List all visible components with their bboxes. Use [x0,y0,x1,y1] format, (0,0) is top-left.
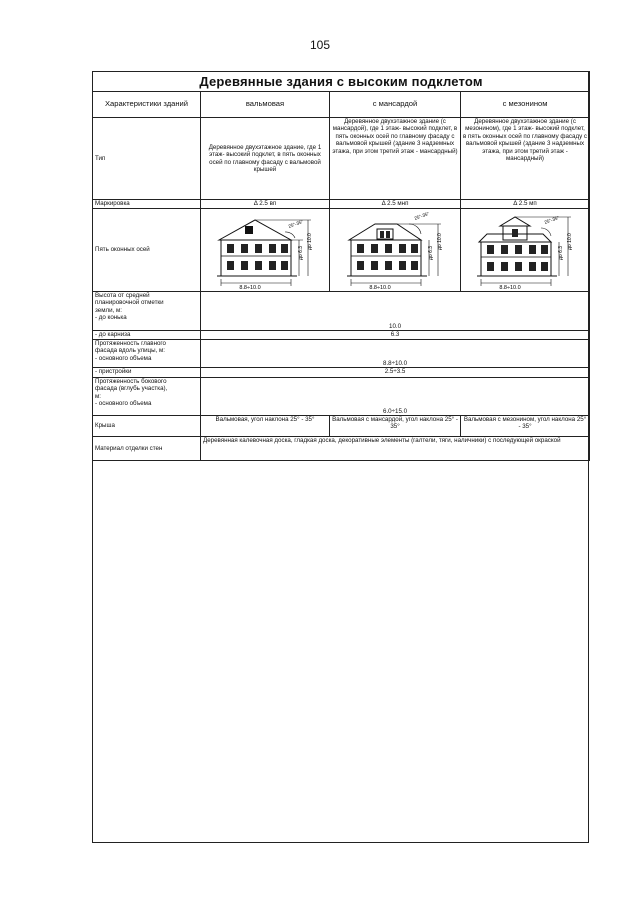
row-height-label-line: - до конька [95,314,127,322]
roof-angle-mansard: 25°-35° [413,210,430,221]
house-drawing-hipped-cell [201,209,330,292]
row-type-label: Тип [93,118,201,200]
house-drawing-mezzanine-cell [461,209,590,292]
row-marking-mansard: Δ 2.5 мнп [330,200,461,209]
row-type-mansard: Деревянное двухэтажное здание (с мансардой), где 1 этаж- высокий подклет, в пять оконных осей по главному фасаду с вальмовой крышей (здание 3 надземных этажа, при этом третий этаж - мансардный) [330,118,461,200]
house-drawing-mezzanine [465,210,585,290]
row-annex-label: - пристройки [93,368,201,378]
row-roof-mezzanine: Вальмовая с мезонином, угол наклона 25° - 35° [461,416,590,437]
ridge-height-mezzanine: до 10.0 [567,233,574,250]
row-type-hipped: Деревянное двухэтажное здание, где 1 этаж- высокий подклет, в пять оконных осей по главному фасаду с вальмовой крышей [201,118,330,200]
row-marking-mezzanine: Δ 2.5 мп [461,200,590,209]
row-eave-label: - до карниза [93,331,201,340]
ridge-height-mansard: до 10.0 [437,233,443,250]
eave-height-hipped: до 6.3 [298,245,304,260]
header-col-mezzanine: с мезонином [461,92,590,118]
row-roof-mansard: Вальмовая с мансардой, угол наклона 25° - 35° [330,416,461,437]
row-roof-label: Крыша [93,416,201,437]
header-characteristic: Характеристики зданий [93,92,201,118]
spec-table [92,71,590,461]
row-facade-main-value: 8.8÷10.0 [201,340,590,368]
row-facade-side-label [93,378,201,416]
width-dimension-mezzanine: 8.8÷10.0 [499,285,521,290]
width-dimension-mansard: 8.8÷10.0 [369,285,391,290]
row-facade-side-value: 6.0÷15.0 [201,378,590,416]
ridge-height-hipped: до 10.0 [307,233,313,250]
row-height-value: 10.0 [201,292,590,331]
row-height-label-line: планировочной отметки [95,299,164,307]
row-roof-hipped: Вальмовая, угол наклона 25° - 35° [201,416,330,437]
row-facade-side-label-line: фасада (вглубь участка), [95,385,168,393]
row-facade-side-label-line: - основного объема [95,400,152,408]
row-height-label-line: земли, м: [95,306,122,314]
house-drawing-mansard [335,210,455,290]
page-number: 105 [309,38,331,52]
row-facade-side-label-line: м: [95,392,101,400]
width-dimension-hipped: 8.8÷10.0 [239,285,261,290]
house-drawing-mansard-cell [330,209,461,292]
row-facade-side-label-line: Протяженность бокового [95,378,167,385]
table-title: Деревянные здания с высоким подклетом [93,72,590,92]
roof-angle-hipped: 25°-35° [287,218,304,229]
row-marking-hipped: Δ 2.5 вп [201,200,330,209]
row-eave-value: 6.3 [201,331,590,340]
row-facade-main-label-line: Протяженность главного [95,340,166,347]
row-marking-label: Маркировка [93,200,201,209]
row-type-mezzanine: Деревянное двухэтажное здание (с мезонином), где 1 этаж- высокий подклет, в пять оконных осей по главному фасаду с вальмовой крышей (здание 3 надземных этажа, при этом третий этаж - мансардный) [461,118,590,200]
eave-height-mezzanine: до 6.3 [558,245,565,260]
row-facade-main-label [93,340,201,368]
row-axes-label: Пять оконных осей [93,209,201,292]
roof-angle-mezzanine: 25°-35° [543,214,560,225]
house-drawing-hipped [205,210,325,290]
row-facade-main-label-line: фасада вдоль улицы, м: [95,347,165,355]
row-material-value: Деревянная калевочная доска, гладкая доска, декоративные элементы (галтели, тяги, наличники) с последующей окраской [201,437,590,461]
header-col-mansard: с мансардой [330,92,461,118]
row-annex-value: 2.5÷3.5 [201,368,590,378]
row-height-label-line: Высота от средней [95,292,150,299]
header-col-hipped: вальмовая [201,92,330,118]
row-facade-main-label-line: - основного объема [95,354,152,362]
eave-height-mansard: до 6.3 [428,245,434,260]
row-height-label [93,292,201,331]
row-material-label: Материал отделки стен [93,437,201,461]
